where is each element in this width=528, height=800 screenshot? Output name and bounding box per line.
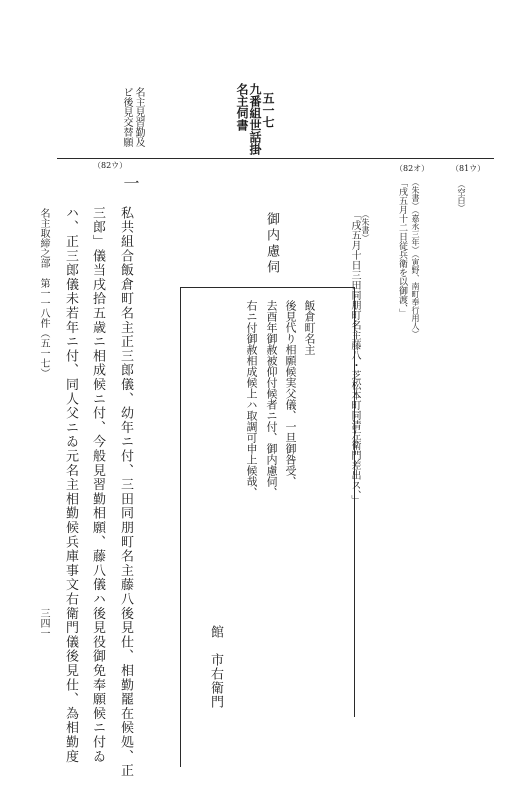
document-subtitle-line1: 名主見習勤及: [133, 87, 144, 147]
box-line-3: 右ニ付御赦相成候上ハ取調可申上候哉、: [245, 300, 258, 498]
box-signer: 館 市右衛門: [208, 625, 223, 709]
body-item-mark: 一: [121, 175, 140, 191]
box-left-border: [180, 287, 181, 767]
page-marker-81u: （81ウ）: [451, 164, 486, 173]
body-line-1: 私共組合飯倉町名主正三郎儀、幼年ニ付、三田同朋町名主藤八後見仕、相勤罷在候処、正: [118, 206, 133, 778]
empty-note: （空白）: [457, 180, 466, 212]
box-line-1: 後見代り相願候実父儀、一旦御咎受、: [284, 300, 297, 487]
box-line-2: 去酉年御赦被仰付候者ニ付、御内慮伺、: [265, 300, 278, 498]
body-line-3: ハ、正三郎儀未若年ニ付、同人父ニゐ元名主相勤候兵庫事文右衛門儀後見仕、為相勤度: [63, 206, 78, 764]
page-marker-82o: （82オ）: [395, 164, 430, 173]
delivery-note: 「戌五月十二日従兵衛を以御渡、」: [397, 178, 407, 318]
document-number: 五一七: [261, 92, 275, 128]
header-rule: [57, 158, 494, 159]
page-marker-82u: （82ウ）: [93, 161, 128, 170]
box-top-border: [180, 287, 355, 288]
box-red-label: （朱書）: [361, 210, 370, 242]
body-line-2: 三郎」儀当戌拾五歳ニ相成候ニ付、今般見習勤相願、藤八儀ハ後見役御免奉願候ニ付ゐ: [90, 206, 105, 764]
page-number: 三四一: [38, 608, 49, 638]
vermilion-note: （朱書）（嘉永三年）（寅野、南町奉行用人）: [411, 178, 420, 338]
document-title-line1: 九番組世話掛: [248, 83, 262, 155]
document-subtitle-line2: ビ後見交替願: [121, 87, 132, 147]
box-red-text: 「戌五月十日三田同朋町名主藤八・芝松本町同清左衛門差出ス、」: [349, 210, 360, 505]
document-title-line2: 名主伺書: [235, 83, 249, 131]
box-heading: 御内慮伺: [264, 212, 279, 276]
box-addressee: 飯倉町名主: [303, 300, 316, 355]
footer-series: 名主取締之部 第一一八件（五一七）: [38, 208, 49, 378]
